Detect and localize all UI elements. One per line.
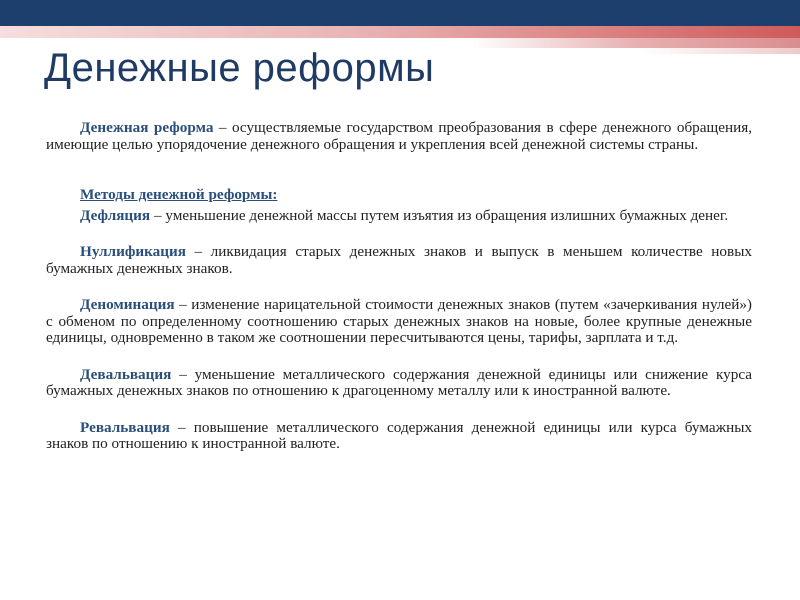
header-band-red: [0, 26, 800, 38]
method-text: – повышение металлического содержания денежной единицы или курса бумажных знаков по отношению к иностранной валюте.: [46, 418, 752, 452]
header-band-navy: [0, 0, 800, 26]
method-nullification: [46, 244, 752, 277]
method-text: – изменение нарицательной стоимости денежных знаков (путем «зачеркивания нулей») с обменом по определенному соотношению старых денежных знаков на новые, более крупные денежные единицы, одновременно в таком же соотношении пересчитываются цены, тарифы, зарплата и т.д.: [46, 296, 752, 346]
slide-content: [46, 120, 752, 453]
method-term: Девальвация: [80, 365, 172, 383]
slide-title: Денежные реформы: [44, 46, 435, 90]
method-text: – уменьшение денежной массы путем изъятия из обращения излишних бумажных денег.: [150, 206, 729, 224]
definition-paragraph: [46, 120, 752, 153]
method-text: – уменьшение металлического содержания денежной единицы или снижение курса бумажных денежных знаков по отношению к драгоценному металлу или к иностранной валюте.: [46, 365, 752, 399]
method-term: Ревальвация: [80, 418, 170, 436]
method-denomination: [46, 297, 752, 347]
method-term: Дефляция: [80, 206, 151, 224]
method-term: Нуллификация: [80, 243, 186, 260]
definition-term: Денежная реформа: [80, 119, 214, 136]
header-band-red-fade: [470, 38, 800, 48]
method-term: Деноминация: [80, 296, 175, 313]
methods-heading: Методы денежной реформы:: [80, 186, 278, 203]
method-deflation: [46, 208, 752, 225]
definition-text: – осуществляемые государством преобразования в сфере денежного обращения, имеющие целью упорядочение денежного обращения и укрепления всей денежной системы страны.: [46, 119, 752, 153]
method-revaluation: [46, 420, 752, 453]
method-text: – ликвидация старых денежных знаков и выпуск в меньшем количестве новых бумажных денежных знаков.: [46, 243, 752, 277]
method-devaluation: [46, 367, 752, 400]
header-band-pink-fade: [640, 48, 800, 54]
